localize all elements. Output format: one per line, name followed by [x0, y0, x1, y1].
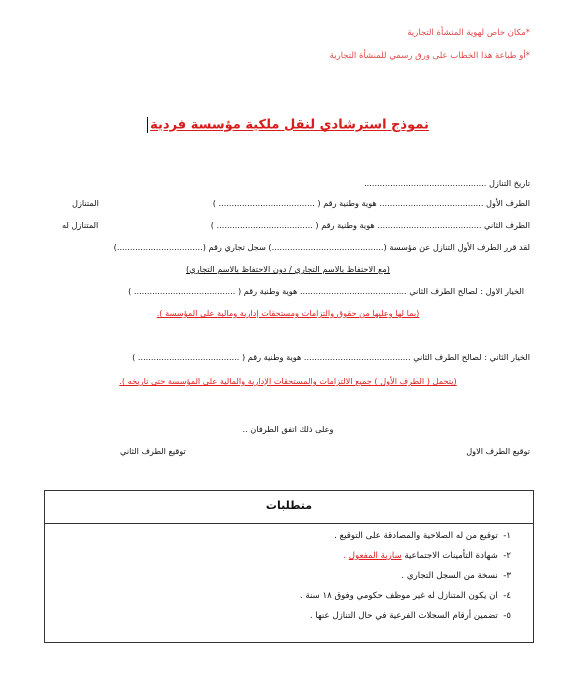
requirements-heading: متطلبات	[265, 499, 313, 512]
requirement-item	[310, 611, 511, 621]
title-text: نموذج استرشادي لنقل ملكية مؤسسة فردية	[150, 117, 429, 133]
requirement-number: ٥-	[503, 611, 511, 621]
header-note-letterhead: *أو طباعة هذا الخطاب على ورق رسمي للمنشأة التجارية	[329, 51, 530, 61]
agreement-line: وعلى ذلك اتفق الطرفان ..	[242, 424, 334, 434]
party2-line: الطرف الثاني ........................................ هوية وطنية رقم ( ..................................... )	[210, 220, 530, 230]
requirement-text: توقيع من له الصلاحية والمصادقة على التوقيع .	[334, 531, 498, 541]
requirement-item	[300, 591, 511, 601]
requirement-highlight: سارية المفعول	[348, 551, 402, 561]
option1-line: الخيار الاول : لصالح الطرف الثاني ......................................... هوية وطنية رقم ( ....................................... )	[128, 286, 524, 296]
party2-tag: المتنازل له	[62, 220, 99, 230]
header-note-identity: *مكان خاص لهوية المنشأة التجارية	[407, 28, 530, 38]
sign-party2: توقيع الطرف الثاني	[120, 446, 186, 456]
option2-note: (يتحمل ( الطرف الأول ) جميع الالتزامات والمستحقات الإدارية والمالية على المؤسسة حتى تاريخه ).	[119, 376, 457, 386]
requirement-item	[343, 551, 511, 561]
page-title	[0, 117, 576, 133]
requirement-number: ٤-	[503, 591, 511, 601]
requirement-number: ٣-	[503, 571, 511, 581]
requirement-text: تضمين أرقام السجلات الفرعية في حال التنازل عنها .	[309, 611, 498, 621]
option2-line: الخيار الثاني : لصالح الطرف الثاني ......................................... هوية وطنية رقم ( ....................................... )	[132, 352, 530, 362]
decision-line: لقد قرر الطرف الأول التنازل عن مؤسسة (...........................................) سجل تجاري رقم (.................................)	[113, 242, 530, 252]
requirement-item	[334, 531, 511, 541]
requirements-header	[45, 491, 533, 524]
requirement-number: ١-	[503, 531, 511, 541]
option1-note: (بما لها وعليها من حقوق والتزامات ومستحقات إدارية ومالية على المؤسسة ).	[156, 308, 420, 318]
requirement-tail: .	[343, 551, 349, 561]
text-cursor	[147, 117, 148, 133]
requirements-box	[44, 490, 534, 643]
keep-name-line: (مع الاحتفاظ بالاسم التجاري / دون الاحتفاظ بالاسم التجاري)	[186, 264, 390, 274]
party1-line: الطرف الأول ........................................ هوية وطنية رقم ( ..................................... )	[212, 198, 530, 208]
requirement-number: ٢-	[503, 551, 511, 561]
requirement-text: ان يكون المتنازل له غير موظف حكومي وفوق ١٨ سنة .	[299, 591, 498, 601]
requirement-text: نسخة من السجل التجاري .	[401, 571, 498, 581]
sign-party1: توقيع الطرف الاول	[466, 446, 530, 456]
requirement-item	[401, 571, 511, 581]
party1-tag: المتنازل	[72, 198, 99, 208]
requirement-text: شهادة التأمينات الاجتماعية	[404, 551, 498, 561]
date-line: تاريخ التنازل ...............................................	[364, 178, 530, 188]
